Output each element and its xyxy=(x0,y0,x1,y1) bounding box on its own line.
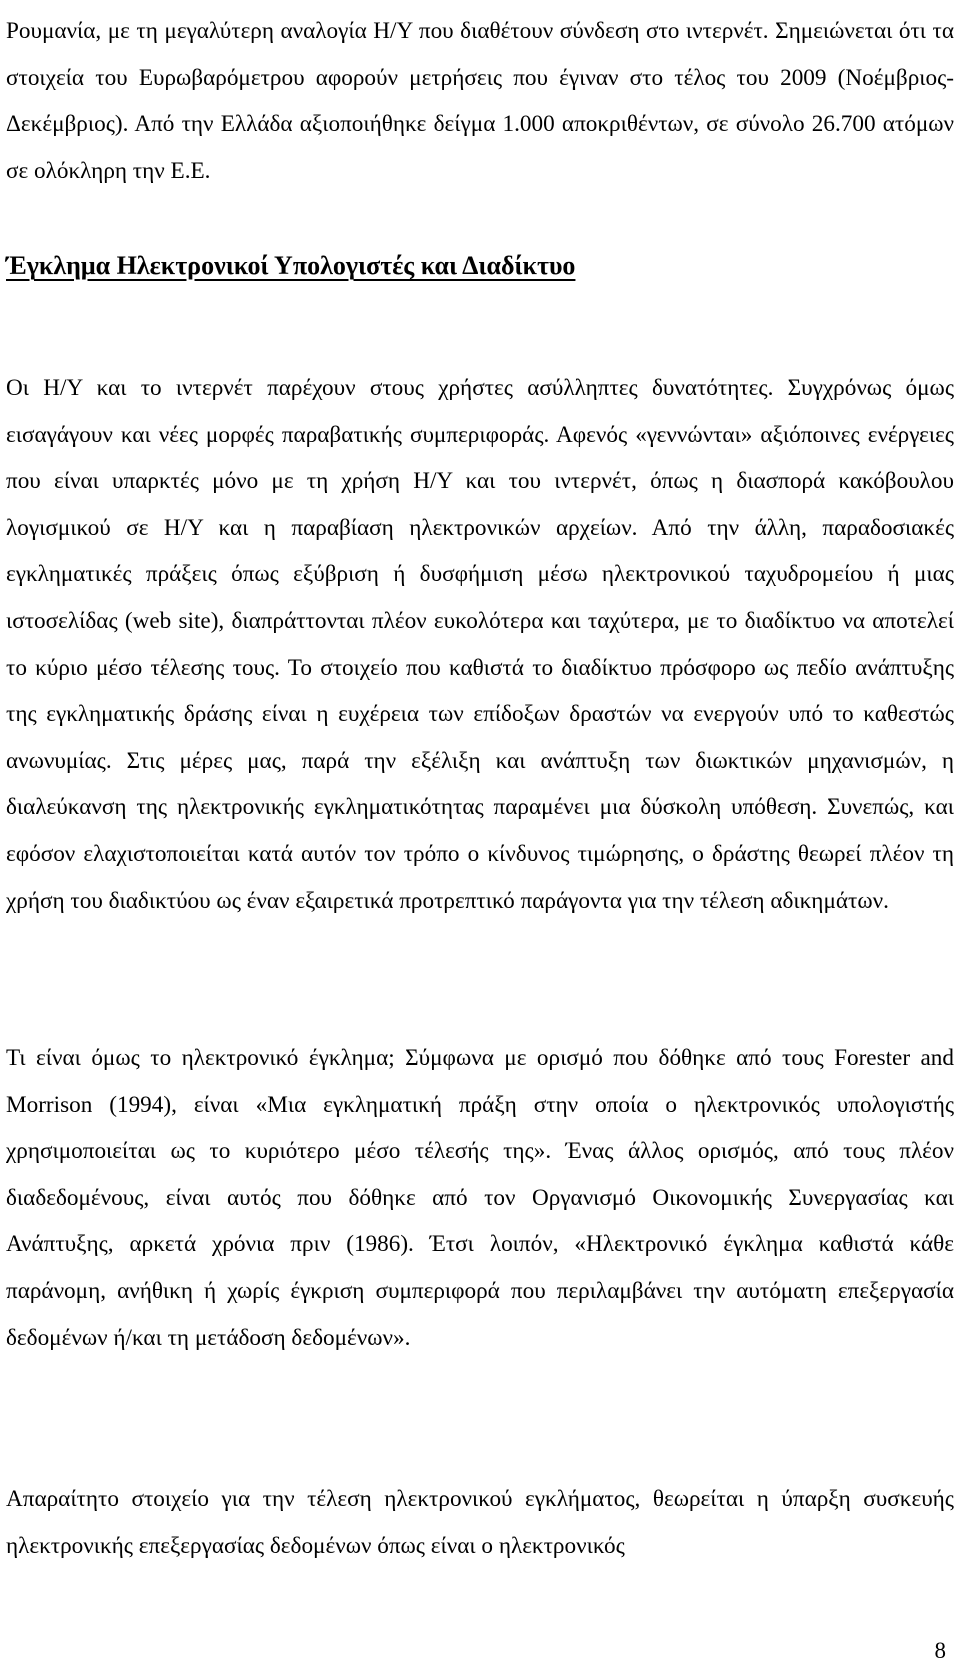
section-heading: Έγκλημα Ηλεκτρονικοί Υπολογιστές και Διαδίκτυο xyxy=(6,251,576,280)
page-number: 8 xyxy=(934,1638,946,1663)
body-paragraph-2: Τι είναι όμως το ηλεκτρονικό έγκλημα; Σύμφωνα με ορισμό που δόθηκε από τους Forester and Morrison (1994), είναι «Μια εγκληματική πράξη στην οποία ο ηλεκτρονικός υπολογιστής χρησιμοποιείται ως το κυριότερο μέσο τέλεσής της». Ένας άλλος ορισμός, από τους πλέον διαδεδομένους, είναι αυτός που δόθηκε από τον Οργανισμό Οικονομικής Συνεργασίας και Ανάπτυξης, αρκετά χρόνια πριν (1986). Έτσι λοιπόν, «Ηλεκτρονικό έγκλημα καθιστά κάθε παράνομη, ανήθικη ή χωρίς έγκριση συμπεριφορά που περιλαμβάνει την αυτόματη επεξεργασία δεδομένων ή/και τη μετάδοση δεδομένων». xyxy=(6,1045,954,1351)
intro-paragraph: Ρουμανία, με τη μεγαλύτερη αναλογία Η/Υ που διαθέτουν σύνδεση στο ιντερνέτ. Σημειώνεται ότι τα στοιχεία του Ευρωβαρόμετρου αφορούν μετρήσεις που έγιναν στο τέλος του 2009 (Νοέμβριος-Δεκέμβριος). Από την Ελλάδα αξιοποιήθηκε δείγμα 1.000 αποκριθέντων, σε σύνολο 26.700 ατόμων σε ολόκληρη την Ε.Ε. xyxy=(6,18,954,184)
body-paragraph-1: Οι Η/Υ και το ιντερνέτ παρέχουν στους χρήστες ασύλληπτες δυνατότητες. Συγχρόνως όμως εισαγάγουν και νέες μορφές παραβατικής συμπεριφοράς. Αφενός «γεννώνται» αξιόποινες ενέργειες που είναι υπαρκτές μόνο με τη χρήση Η/Υ και του ιντερνέτ, όπως η διασπορά κακόβουλου λογισμικού σε Η/Υ και η παραβίαση ηλεκτρονικών αρχείων. Από την άλλη, παραδοσιακές εγκληματικές πράξεις όπως εξύβριση ή δυσφήμιση μέσω ηλεκτρονικού ταχυδρομείου ή μιας ιστοσελίδας (web site), διαπράττονται πλέον ευκολότερα και ταχύτερα, με το διαδίκτυο να αποτελεί το κύριο μέσο τέλεσης τους. Το στοιχείο που καθιστά το διαδίκτυο πρόσφορο ως πεδίο ανάπτυξης της εγκληματικής δράσης είναι η ευχέρεια των επίδοξων δραστών να ενεργούν υπό το καθεστώς ανωνυμίας. Στις μέρες μας, παρά την εξέλιξη και ανάπτυξη των διωκτικών μηχανισμών, η διαλεύκανση της ηλεκτρονικής εγκληματικότητας παραμένει μια δύσκολη υπόθεση. Συνεπώς, και εφόσον ελαχιστοποιείται κατά αυτόν τον τρόπο ο κίνδυνος τιμώρησης, ο δράστης θεωρεί πλέον τη χρήση του διαδικτύου ως έναν εξαιρετικά προτρεπτικό παράγοντα για την τέλεση αδικημάτων. xyxy=(6,375,954,914)
body-paragraph-3: Απαραίτητο στοιχείο για την τέλεση ηλεκτρονικού εγκλήματος, θεωρείται η ύπαρξη συσκευής ηλεκτρονικής επεξεργασίας δεδομένων όπως είναι ο ηλεκτρονικός xyxy=(6,1486,954,1559)
